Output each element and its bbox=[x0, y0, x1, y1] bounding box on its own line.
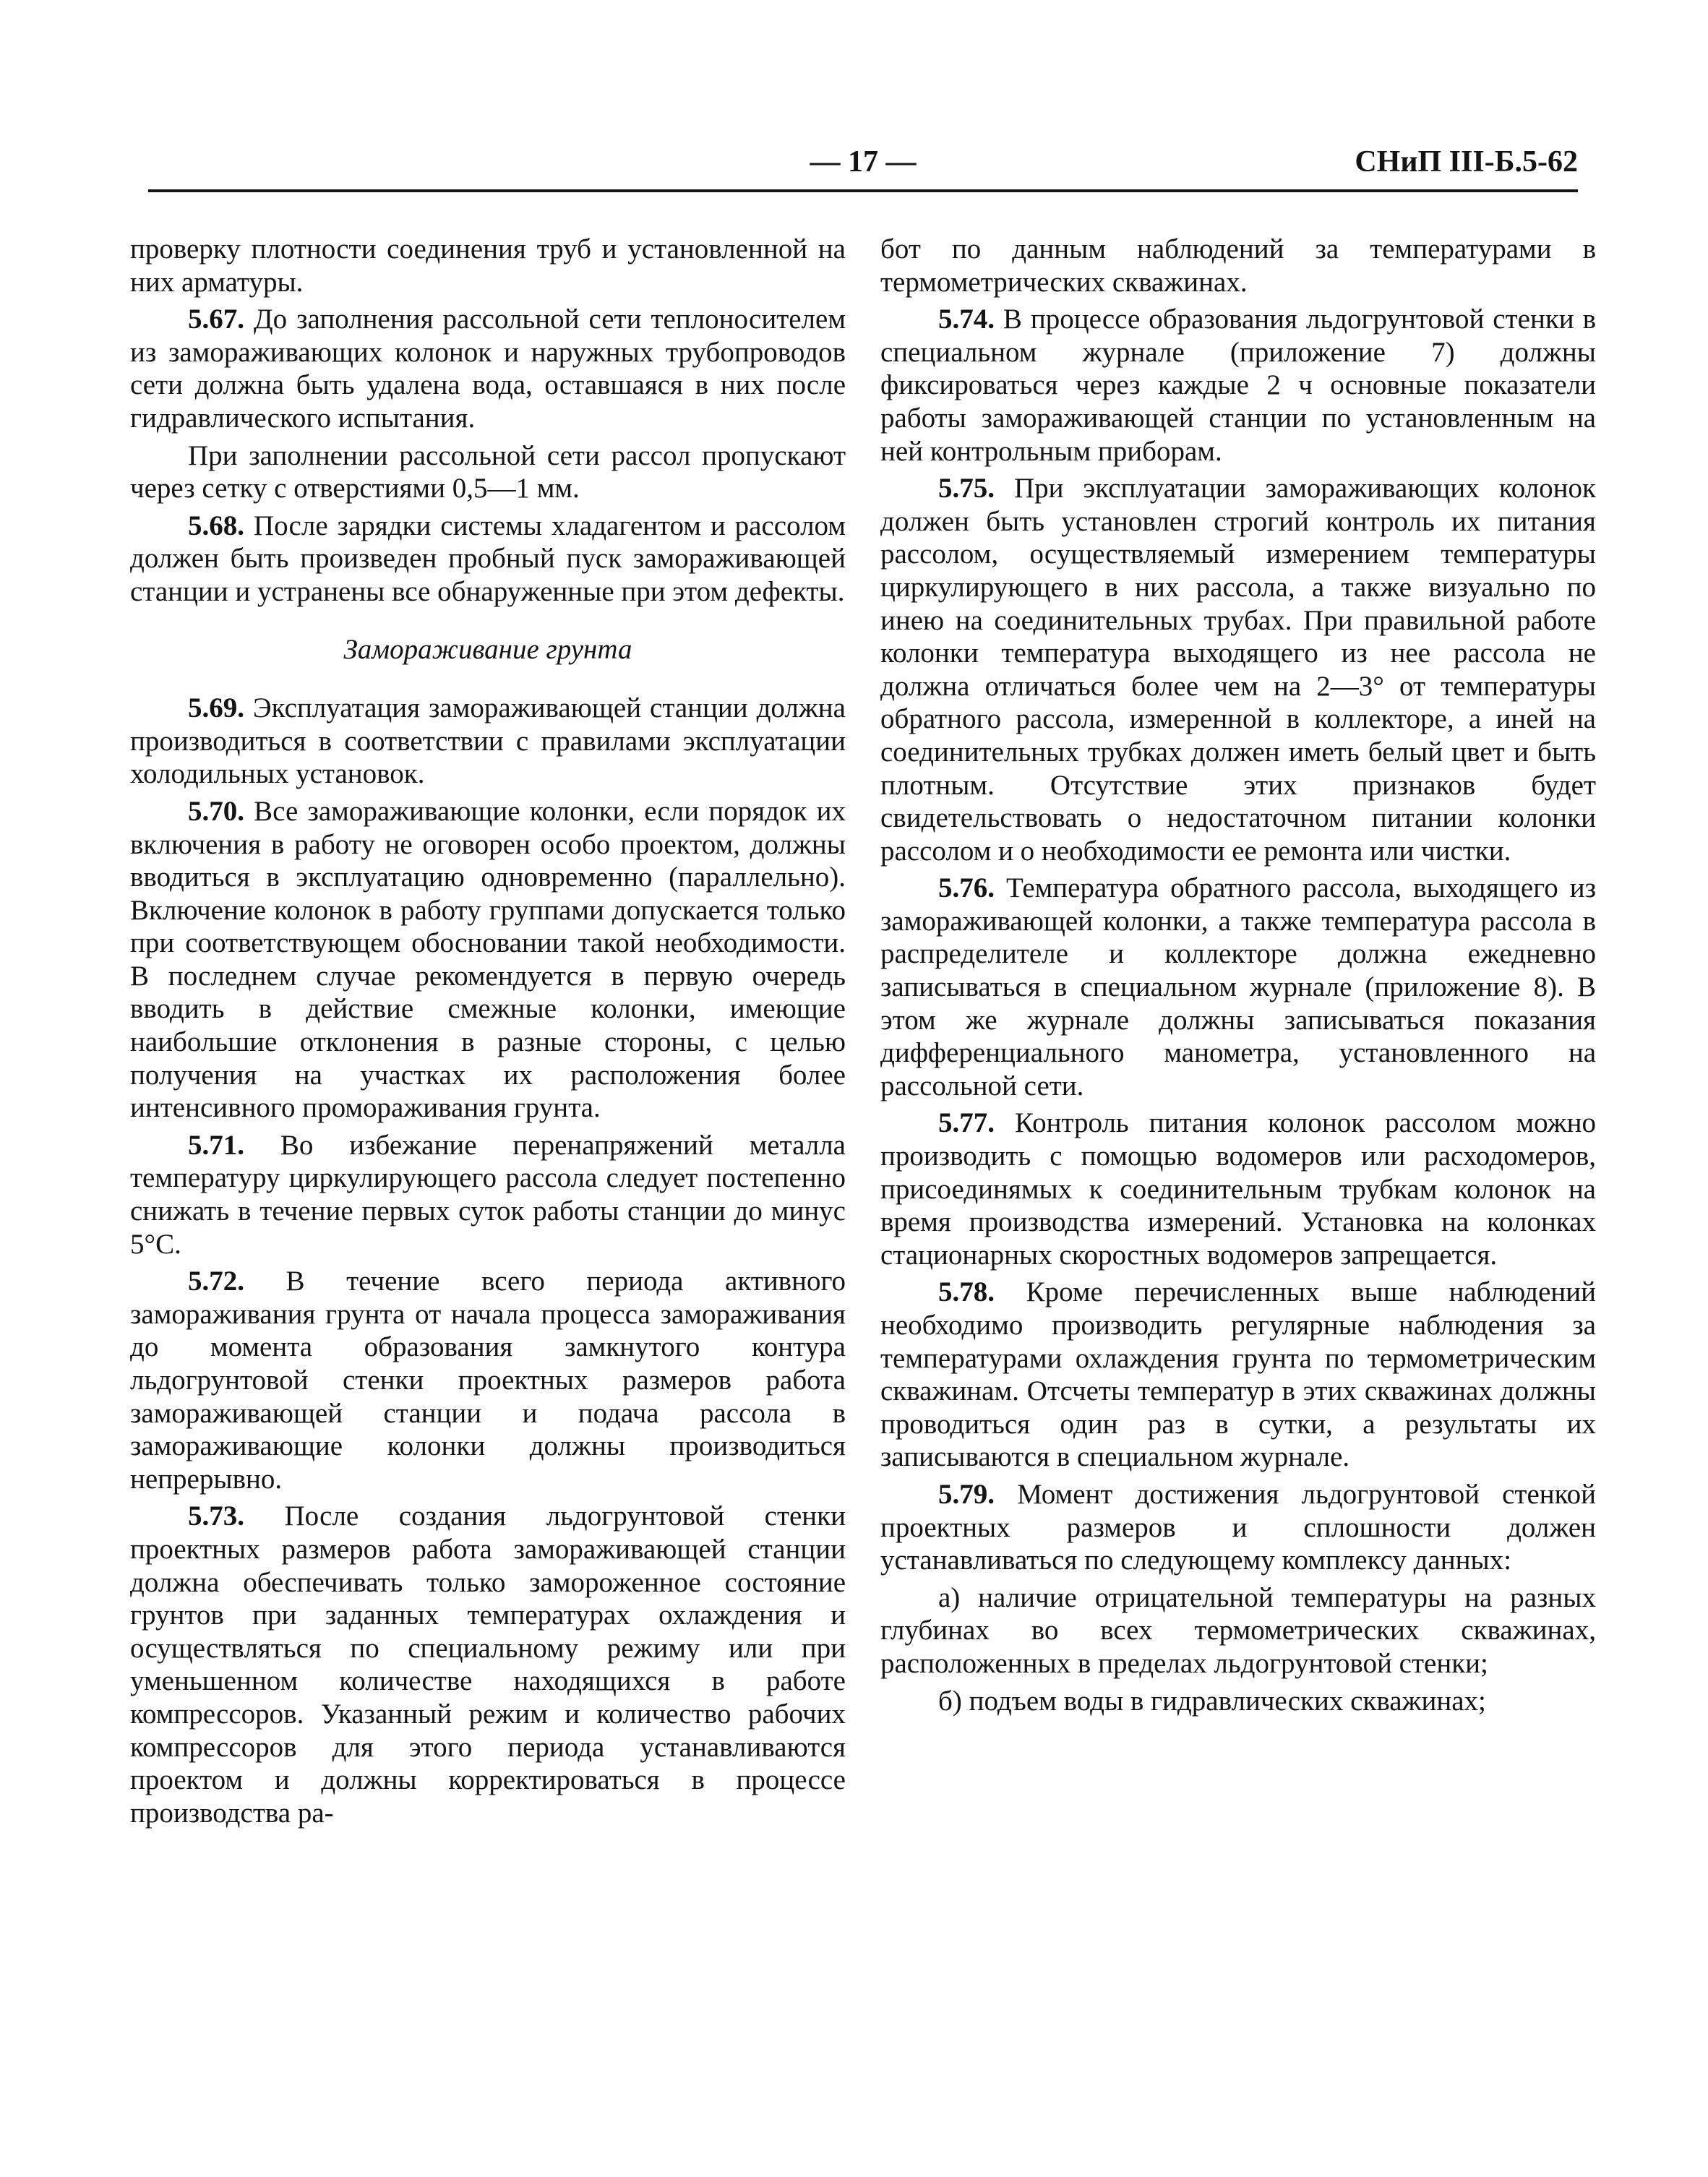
clause-text: Температура обратного рассола, выходящего из замораживающей колонки, а также температура рассола в распределителе и коллекторе должна ежедневно записываться в специальном журнале (приложение 8). В этом же журнале должны записываться показания дифференциального манометра, установленного на рассольной сети. bbox=[880, 872, 1596, 1102]
clause-text: Во избежание перенапряжений металла температуру циркулирующего рассола следует постепенно снижать в течение первых суток работы станции до минус 5°C. bbox=[130, 1129, 846, 1260]
clause-text: После создания льдогрунтовой стенки проектных размеров работа замораживающей станции должна обеспечивать только замороженное состояние грунтов при заданных температурах охлаждения и осуществляться по специальному режиму или при уменьшенном количестве находящихся в работе компрессоров. Указанный режим и количество рабочих компрессоров для этого периода устанавливаются проектом и должны корректироваться в процессе производства ра- bbox=[130, 1500, 846, 1829]
header-rule bbox=[148, 189, 1578, 192]
clause-number: 5.72. bbox=[188, 1266, 244, 1297]
clause-number: 5.78. bbox=[938, 1276, 995, 1308]
list-item-a: а) наличие отрицательной температуры на разных глубинах во всех термометрических скважинах, расположенных в пределах льдогрунтовой стенки; bbox=[880, 1581, 1596, 1679]
clause-text: Эксплуатация замораживающей станции должна производиться в соответствии с правилами эксплуатации холодильных установок. bbox=[130, 692, 846, 790]
left-column bbox=[130, 233, 846, 1834]
clause-number: 5.71. bbox=[188, 1129, 244, 1161]
paragraph-5-76 bbox=[880, 872, 1596, 1102]
clause-text: В течение всего периода активного замораживания грунта от начала процесса замораживания до момента образования замкнутого контура льдогрунтовой стенки проектных размеров работа замораживающей станции и подача рассола в замораживающие колонки должны производиться непрерывно. bbox=[130, 1266, 846, 1495]
clause-text: Все замораживающие колонки, если порядок их включения в работу не оговорен особо проектом, должны вводиться в эксплуатацию одновременно (параллельно). Включение колонок в работу группами допускается только при соответствующем обосновании такой необходимости. В последнем случае рекомендуется в первую очередь вводить в действие смежные колонки, имеющие наибольшие отклонения в разные стороны, с целью получения на участках их расположения более интенсивного промораживания грунта. bbox=[130, 795, 846, 1124]
clause-number: 5.79. bbox=[938, 1478, 995, 1510]
paragraph-5-79 bbox=[880, 1478, 1596, 1577]
clause-number: 5.69. bbox=[188, 692, 244, 724]
clause-text: Кроме перечисленных выше наблюдений необходимо производить регулярные наблюдения за температурами охлаждения грунта по термометрическим скважинам. Отсчеты температур в этих скважинах должны проводиться один раз в сутки, а результаты их записываются в специальном журнале. bbox=[880, 1276, 1596, 1473]
clause-number: 5.70. bbox=[188, 795, 244, 827]
paragraph-5-67 bbox=[130, 303, 846, 434]
paragraph-5-77 bbox=[880, 1107, 1596, 1271]
page-header bbox=[148, 145, 1578, 181]
clause-number: 5.68. bbox=[188, 510, 244, 541]
clause-number: 5.77. bbox=[938, 1107, 995, 1139]
paragraph: бот по данным наблюдений за температурами в термометрических скважинах. bbox=[880, 233, 1596, 298]
paragraph-5-72 bbox=[130, 1265, 846, 1495]
clause-text: До заполнения рассольной сети теплоносителем из замораживающих колонок и наружных трубопроводов сети должна быть удалена вода, оставшаяся в них после гидравлического испытания. bbox=[130, 304, 846, 434]
clause-number: 5.76. bbox=[938, 872, 995, 904]
paragraph-5-71 bbox=[130, 1129, 846, 1261]
clause-text: В процессе образования льдогрунтовой стенки в специальном журнале (приложение 7) должны фиксироваться через каждые 2 ч основные показатели работы замораживающей станции по установленным на ней контрольным приборам. bbox=[880, 304, 1596, 467]
right-column bbox=[880, 233, 1596, 1722]
paragraph-5-74 bbox=[880, 303, 1596, 468]
paragraph-5-78 bbox=[880, 1276, 1596, 1474]
clause-number: 5.67. bbox=[188, 304, 244, 335]
clause-text: Контроль питания колонок рассолом можно производить с помощью водомеров или расходомеров, присоединямых к соединительным трубкам колонок на время производства измерений. Установка на колонках стационарных скоростных водомеров запрещается. bbox=[880, 1107, 1596, 1271]
section-title: Замораживание грунта bbox=[343, 633, 632, 665]
paragraph: проверку плотности соединения труб и установленной на них арматуры. bbox=[130, 233, 846, 298]
paragraph: При заполнении рассольной сети рассол пропускают через сетку с отверстиями 0,5—1 мм. bbox=[130, 439, 846, 504]
paragraph-5-69 bbox=[130, 692, 846, 791]
clause-text: Момент достижения льдогрунтовой стенкой проектных размеров и сплошности должен устанавливаться по следующему комплексу данных: bbox=[880, 1478, 1596, 1576]
clause-text: После зарядки системы хладагентом и рассолом должен быть произведен пробный пуск замораживающей станции и устранены все обнаруженные при этом дефекты. bbox=[130, 510, 846, 607]
page-number: — 17 — bbox=[810, 145, 917, 179]
clause-number: 5.75. bbox=[938, 473, 995, 504]
paragraph-5-75 bbox=[880, 472, 1596, 867]
paragraph-5-70 bbox=[130, 795, 846, 1125]
list-item-b: б) подъем воды в гидравлических скважинах; bbox=[938, 1685, 1486, 1717]
document-code: СНиП III-Б.5-62 bbox=[1355, 145, 1578, 179]
clause-number: 5.73. bbox=[188, 1500, 244, 1532]
clause-number: 5.74. bbox=[938, 304, 995, 335]
clause-text: При эксплуатации замораживающих колонок должен быть установлен строгий контроль их питания рассолом, осуществляемый измерением температуры циркулирующего в них рассола, а также визуально по инею на соединительных трубах. При правильной работе колонки температура выходящего из нее рассола не должна отличаться более чем на 2—3° от температуры обратного рассола, измеренной в коллекторе, а иней на соединительных трубках должен иметь белый цвет и быть плотным. Отсутствие этих признаков будет свидетельствовать о недостаточном питании колонки рассолом и о необходимости ее ремонта или чистки. bbox=[880, 473, 1596, 867]
paragraph-5-73 bbox=[130, 1500, 846, 1829]
paragraph-5-68 bbox=[130, 510, 846, 609]
